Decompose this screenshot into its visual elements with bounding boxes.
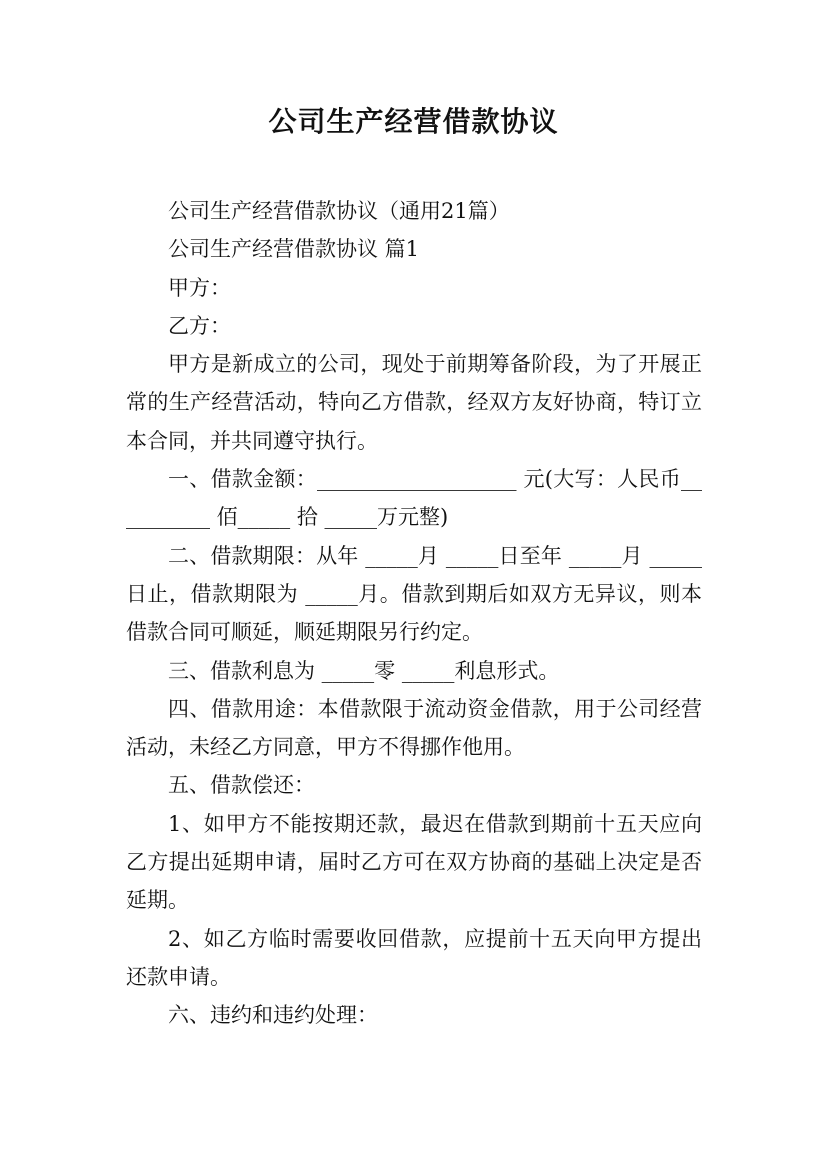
paragraph-loan-term: 二、借款期限：从年 _____月 _____日至年 _____月 _____ 日止，借款期限为 _____月。借款到期后如双方无异议，则本借款合同可顺延，顺延期限另行约定。 — [126, 543, 709, 645]
paragraph-repayment-item-2: 2、如乙方临时需要收回借款，应提前十五天向甲方提出还款申请。 — [126, 926, 702, 989]
paragraph-subtitle: 公司生产经营借款协议（通用21篇） — [168, 199, 510, 223]
paragraph-repayment-item-1: 1、如甲方不能按期还款，最迟在借款到期前十五天应向乙方提出延期申请，届时乙方可在双方协商的基础上决定是否延期。 — [126, 811, 702, 913]
paragraph-loan-amount: 一、借款金额：___________________ 元(大写：人民币__________ 佰_____ 拾 _____万元整) — [126, 467, 702, 530]
document-body — [126, 192, 709, 1035]
paragraph-loan-interest: 三、借款利息为 _____零 _____利息形式。 — [168, 658, 560, 683]
paragraph-loan-purpose: 四、借款用途：本借款限于流动资金借款，用于公司经营活动，未经乙方同意，甲方不得挪作他用。 — [126, 696, 702, 760]
paragraph-repayment-heading: 五、借款偿还： — [168, 773, 315, 798]
paragraph-breach-heading: 六、违约和违约处理： — [168, 1003, 378, 1028]
document-title: 公司生产经营借款协议 — [268, 105, 559, 138]
paragraph-party-a: 甲方： — [168, 275, 231, 300]
paragraph-preamble: 甲方是新成立的公司，现处于前期筹备阶段，为了开展正常的生产经营活动，特向乙方借款，经双方友好协商，特订立本合同，并共同遵守执行。 — [126, 352, 702, 453]
paragraph-section-heading: 公司生产经营借款协议 篇1 — [168, 237, 420, 262]
paragraph-party-b: 乙方： — [168, 313, 231, 338]
